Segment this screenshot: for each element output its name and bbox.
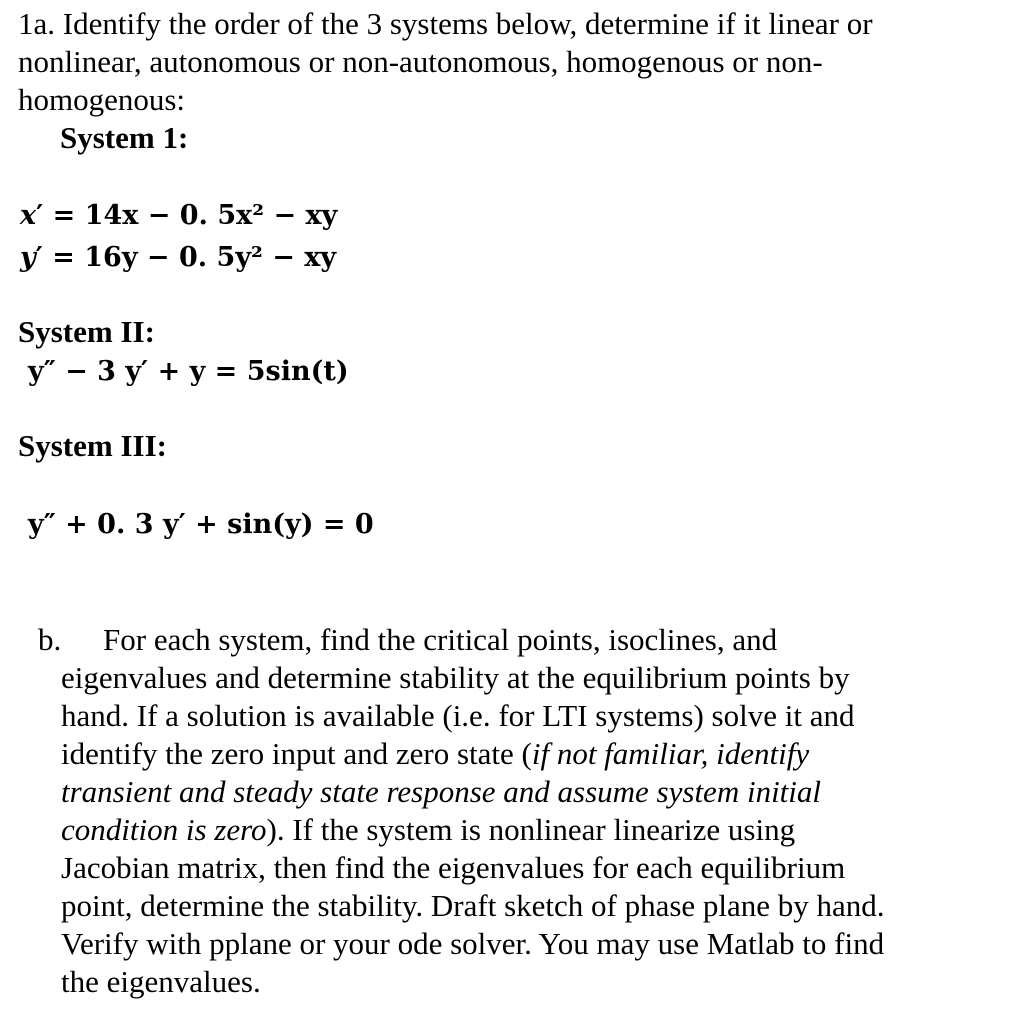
eq2-rhs: = 16y − 0. 5y² − xy xyxy=(52,242,337,273)
question-b-line-3: hand. If a solution is available (i.e. for LTI systems) solve it and xyxy=(61,698,855,733)
question-b-line-7: Jacobian matrix, then find the eigenvalues for each equilibrium xyxy=(61,850,846,885)
eq2-lhs-var: y xyxy=(20,242,36,273)
question-b-marker: b. xyxy=(38,622,62,657)
system-1-heading: System 1: xyxy=(60,120,189,155)
question-b-line-10: the eigenvalues. xyxy=(61,964,261,999)
question-b-line-4-italic: if not familiar, identify xyxy=(531,736,810,771)
question-b-line-8: point, determine the stability. Draft sketch of phase plane by hand. xyxy=(61,888,885,923)
system-3-heading: System III: xyxy=(18,428,167,463)
eq1-rhs: = 14x − 0. 5x² − xy xyxy=(52,200,338,231)
system-1-equation-2 xyxy=(20,240,336,276)
question-a-line-2: nonlinear, autonomous or non-autonomous, homogenous or non- xyxy=(18,44,823,79)
system-2-equation: y″ − 3 y′ + y = 5sin(t) xyxy=(28,356,349,387)
question-b-line-2: eigenvalues and determine stability at the equilibrium points by xyxy=(61,660,850,695)
eq1-lhs-var: x xyxy=(20,200,37,231)
system-2-heading: System II: xyxy=(18,314,155,349)
eq2-lhs-prime: ′ xyxy=(35,242,43,273)
question-b-line-6-italic: condition is zero xyxy=(61,812,267,847)
question-a-line-1: 1a. Identify the order of the 3 systems below, determine if it linear or xyxy=(18,6,873,41)
question-b-line-5: transient and steady state response and assume system initial xyxy=(61,774,822,809)
question-a-line-3: homogenous: xyxy=(18,82,186,117)
question-b-line-1: For each system, find the critical points, isoclines, and xyxy=(103,622,778,657)
question-b-line-9: Verify with pplane or your ode solver. You may use Matlab to find xyxy=(61,926,885,961)
question-b-line-4 xyxy=(61,736,809,772)
question-b-line-6 xyxy=(61,812,795,848)
eq1-lhs-prime: ′ xyxy=(36,200,44,231)
question-b-line-4-prefix: identify the zero input and zero state ( xyxy=(61,736,532,771)
system-1-equation-1 xyxy=(20,198,337,234)
question-b-line-6-suffix: ). If the system is nonlinear linearize using xyxy=(266,812,796,847)
system-3-equation: y″ + 0. 3 y′ + sin(y) = 0 xyxy=(28,509,374,540)
